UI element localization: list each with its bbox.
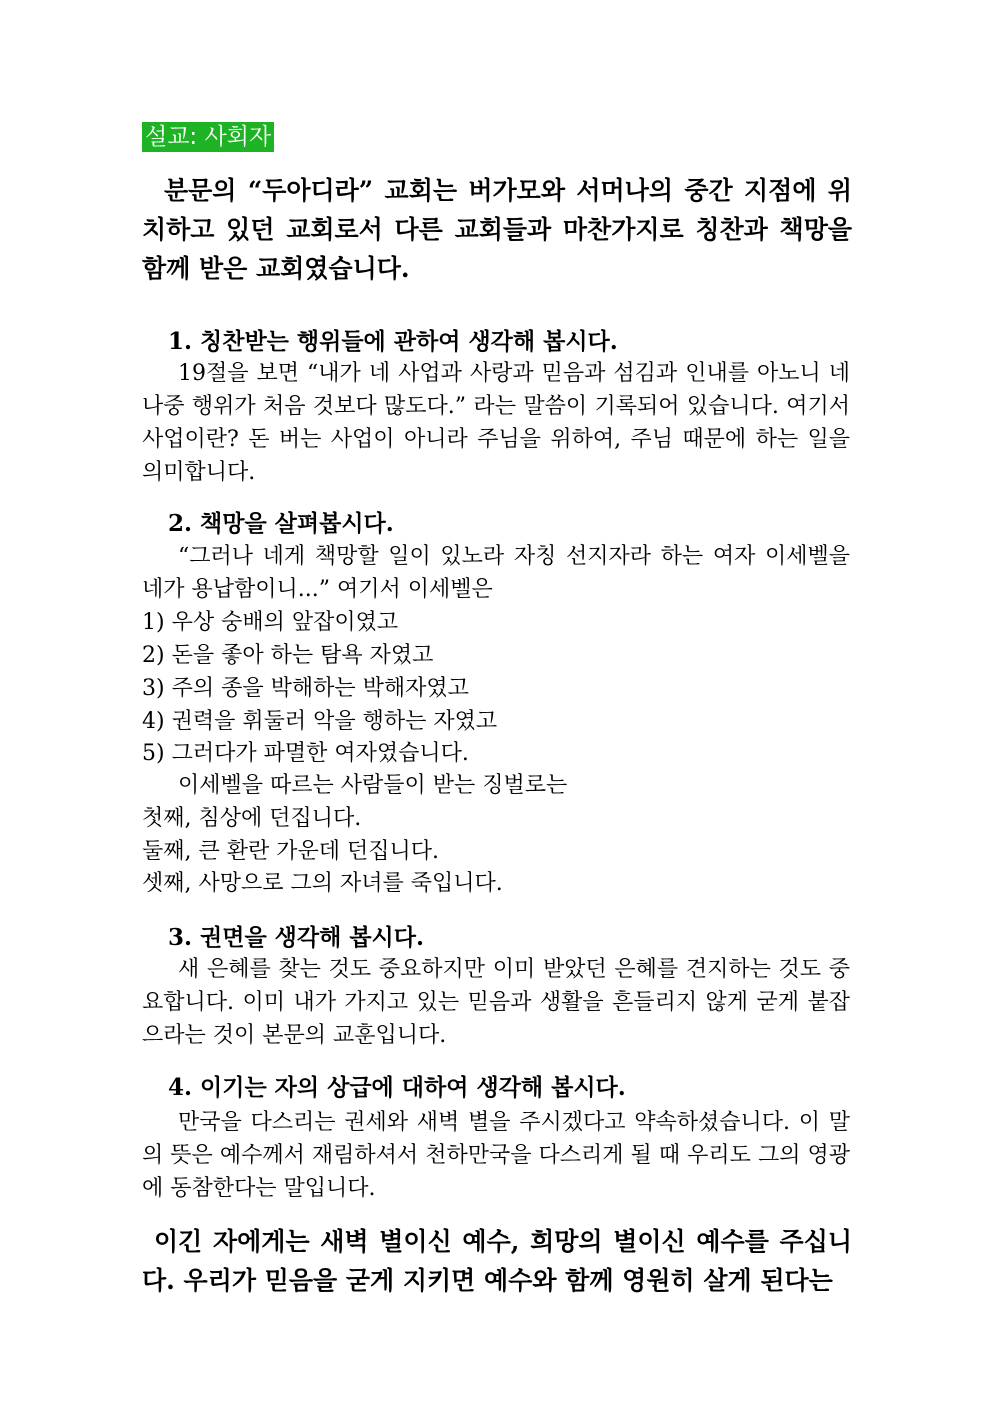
section-2-body: “그러나 네게 책망할 일이 있노라 자칭 선지자라 하는 여자 이세벨을 네가 용납함이니...” 여기서 이세벨은 xyxy=(142,544,850,602)
section-4-body: 만국을 다스리는 권세와 새벽 별을 주시겠다고 약속하셨습니다. 이 말의 뜻은 예수께서 재림하셔서 천하만국을 다스리게 될 때 우리도 그의 영광에 동참한다는 말입니다. xyxy=(142,1110,850,1201)
punishment-item: 둘째, 큰 환란 가운데 던집니다. xyxy=(142,839,439,864)
list-item: 3) 주의 종을 박해하는 박해자였고 xyxy=(142,676,469,701)
intro-paragraph: 분문의 “두아디라” 교회는 버가모와 서머나의 중간 지점에 위치하고 있던 교회로서 다른 교회들과 마찬가지로 칭찬과 책망을 함께 받은 교회였습니다. xyxy=(142,176,852,283)
section-4-heading: 4. 이기는 자의 상급에 대하여 생각해 봅시다. xyxy=(168,1074,626,1101)
section-2-heading: 2. 책망을 살펴봅시다. xyxy=(168,510,394,537)
list-item: 5) 그러다가 파멸한 여자였습니다. xyxy=(142,741,469,766)
closing-paragraph: 이긴 자에게는 새벽 별이신 예수, 희망의 별이신 예수를 주십니다. 우리가 믿음을 굳게 지키면 예수와 함께 영원히 살게 된다는 xyxy=(142,1227,852,1295)
section-3-body: 새 은혜를 찾는 것도 중요하지만 이미 받았던 은혜를 견지하는 것도 중요합니다. 이미 내가 가지고 있는 믿음과 생활을 흔들리지 않게 굳게 붙잡으라는 것이 본문의 교훈입니다. xyxy=(142,957,850,1048)
punishment-item: 첫째, 침상에 던집니다. xyxy=(142,806,362,831)
section-3-heading: 3. 권면을 생각해 봅시다. xyxy=(168,924,425,951)
punishment-item: 셋째, 사망으로 그의 자녀를 죽입니다. xyxy=(142,871,503,896)
punishment-intro: 이세벨을 따르는 사람들이 받는 징벌로는 xyxy=(178,773,568,798)
section-1-body: 19절을 보면 “내가 네 사업과 사랑과 믿음과 섬김과 인내를 아노니 네 나중 행위가 처음 것보다 많도다.” 라는 말씀이 기록되어 있습니다. 여기서 사업이란? 돈 버는 사업이 아니라 주님을 위하여, 주님 때문에 하는 일을 의미합니다. xyxy=(142,361,850,485)
section-label: 설교: 사회자 xyxy=(142,122,274,152)
list-item: 1) 우상 숭배의 앞잡이였고 xyxy=(142,610,399,635)
section-1-heading: 1. 칭찬받는 행위들에 관하여 생각해 봅시다. xyxy=(168,328,618,355)
list-item: 4) 권력을 휘둘러 악을 행하는 자였고 xyxy=(142,709,498,734)
list-item: 2) 돈을 좋아 하는 탐욕 자였고 xyxy=(142,643,434,668)
